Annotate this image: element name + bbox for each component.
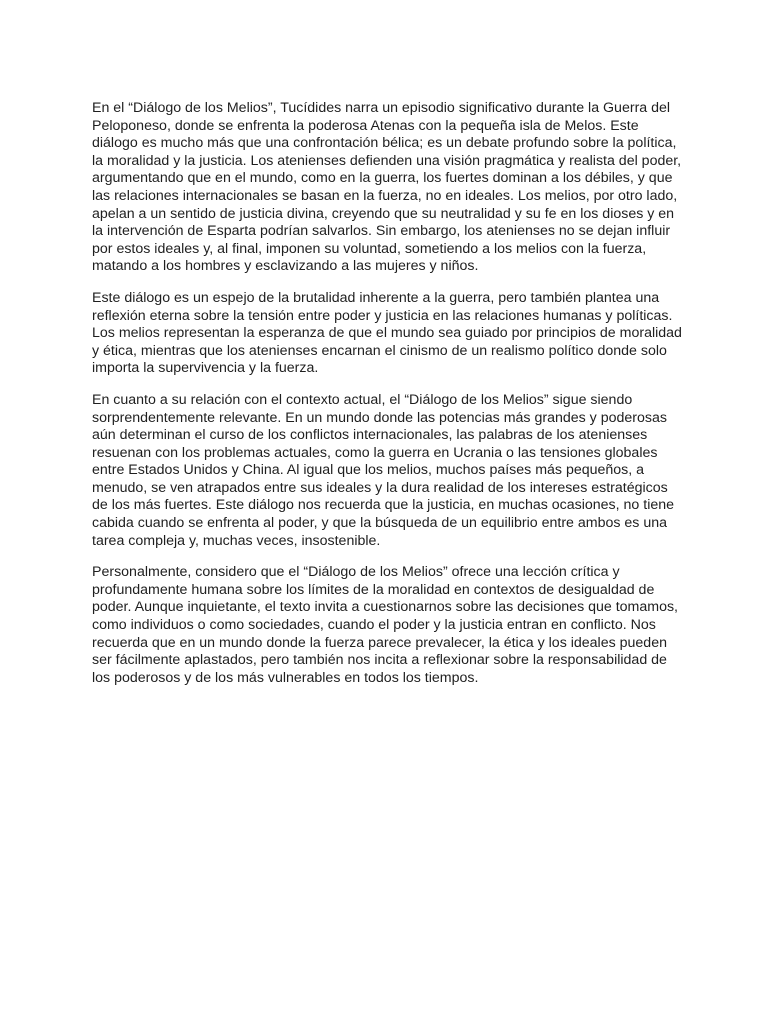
paragraph-3: En cuanto a su relación con el contexto actual, el “Diálogo de los Melios” sigue siendo sorprendentemente relevante. En un mundo donde las potencias más grandes y poderosas aún determinan el curso de los conflictos internacionales, las palabras de los atenienses resuenan con los problemas actuales, como la guerra en Ucrania o las tensiones globales entre Estados Unidos y China. Al igual que los melios, muchos países más pequeños, a menudo, se ven atrapados entre sus ideales y la dura realidad de los intereses estratégicos de los más fuertes. Este diálogo nos recuerda que la justicia, en muchas ocasiones, no tiene cabida cuando se enfrenta al poder, y que la búsqueda de un equilibrio entre ambos es una tarea compleja y, muchas veces, insostenible. bbox=[92, 391, 675, 549]
paragraph-4: Personalmente, considero que el “Diálogo de los Melios” ofrece una lección crítica y profundamente humana sobre los límites de la moralidad en contextos de desigualdad de poder. Aunque inquietante, el texto invita a cuestionarnos sobre las decisiones que tomamos, como individuos o como sociedades, cuando el poder y la justicia entran en conflicto. Nos recuerda que en un mundo donde la fuerza parece prevalecer, la ética y los ideales pueden ser fácilmente aplastados, pero también nos incita a reflexionar sobre la responsabilidad de los poderosos y de los más vulnerables en todos los tiempos. bbox=[92, 564, 679, 686]
document-body bbox=[92, 100, 682, 701]
paragraph-2: Este diálogo es un espejo de la brutalidad inherente a la guerra, pero también plantea una reflexión eterna sobre la tensión entre poder y justicia en las relaciones humanas y políticas. Los melios representan la esperanza de que el mundo sea guiado por principios de moralidad y ética, mientras que los atenienses encarnan el cinismo de un realismo político donde solo importa la supervivencia y la fuerza. bbox=[92, 289, 682, 377]
paragraph-1: En el “Diálogo de los Melios”, Tucídides narra un episodio significativo durante la Guerra del Peloponeso, donde se enfrenta la poderosa Atenas con la pequeña isla de Melos. Este diálogo es mucho más que una confrontación bélica; es un debate profundo sobre la política, la moralidad y la justicia. Los atenienses defienden una visión pragmática y realista del poder, argumentando que en el mundo, como en la guerra, los fuertes dominan a los débiles, y que las relaciones internacionales se basan en la fuerza, no en ideales. Los melios, por otro lado, apelan a un sentido de justicia divina, creyendo que su neutralidad y su fe en los dioses y en la intervención de Esparta podrían salvarlos. Sin embargo, los atenienses no se dejan influir por estos ideales y, al final, imponen su voluntad, sometiendo a los melios con la fuerza, matando a los hombres y esclavizando a las mujeres y niños. bbox=[92, 100, 682, 275]
